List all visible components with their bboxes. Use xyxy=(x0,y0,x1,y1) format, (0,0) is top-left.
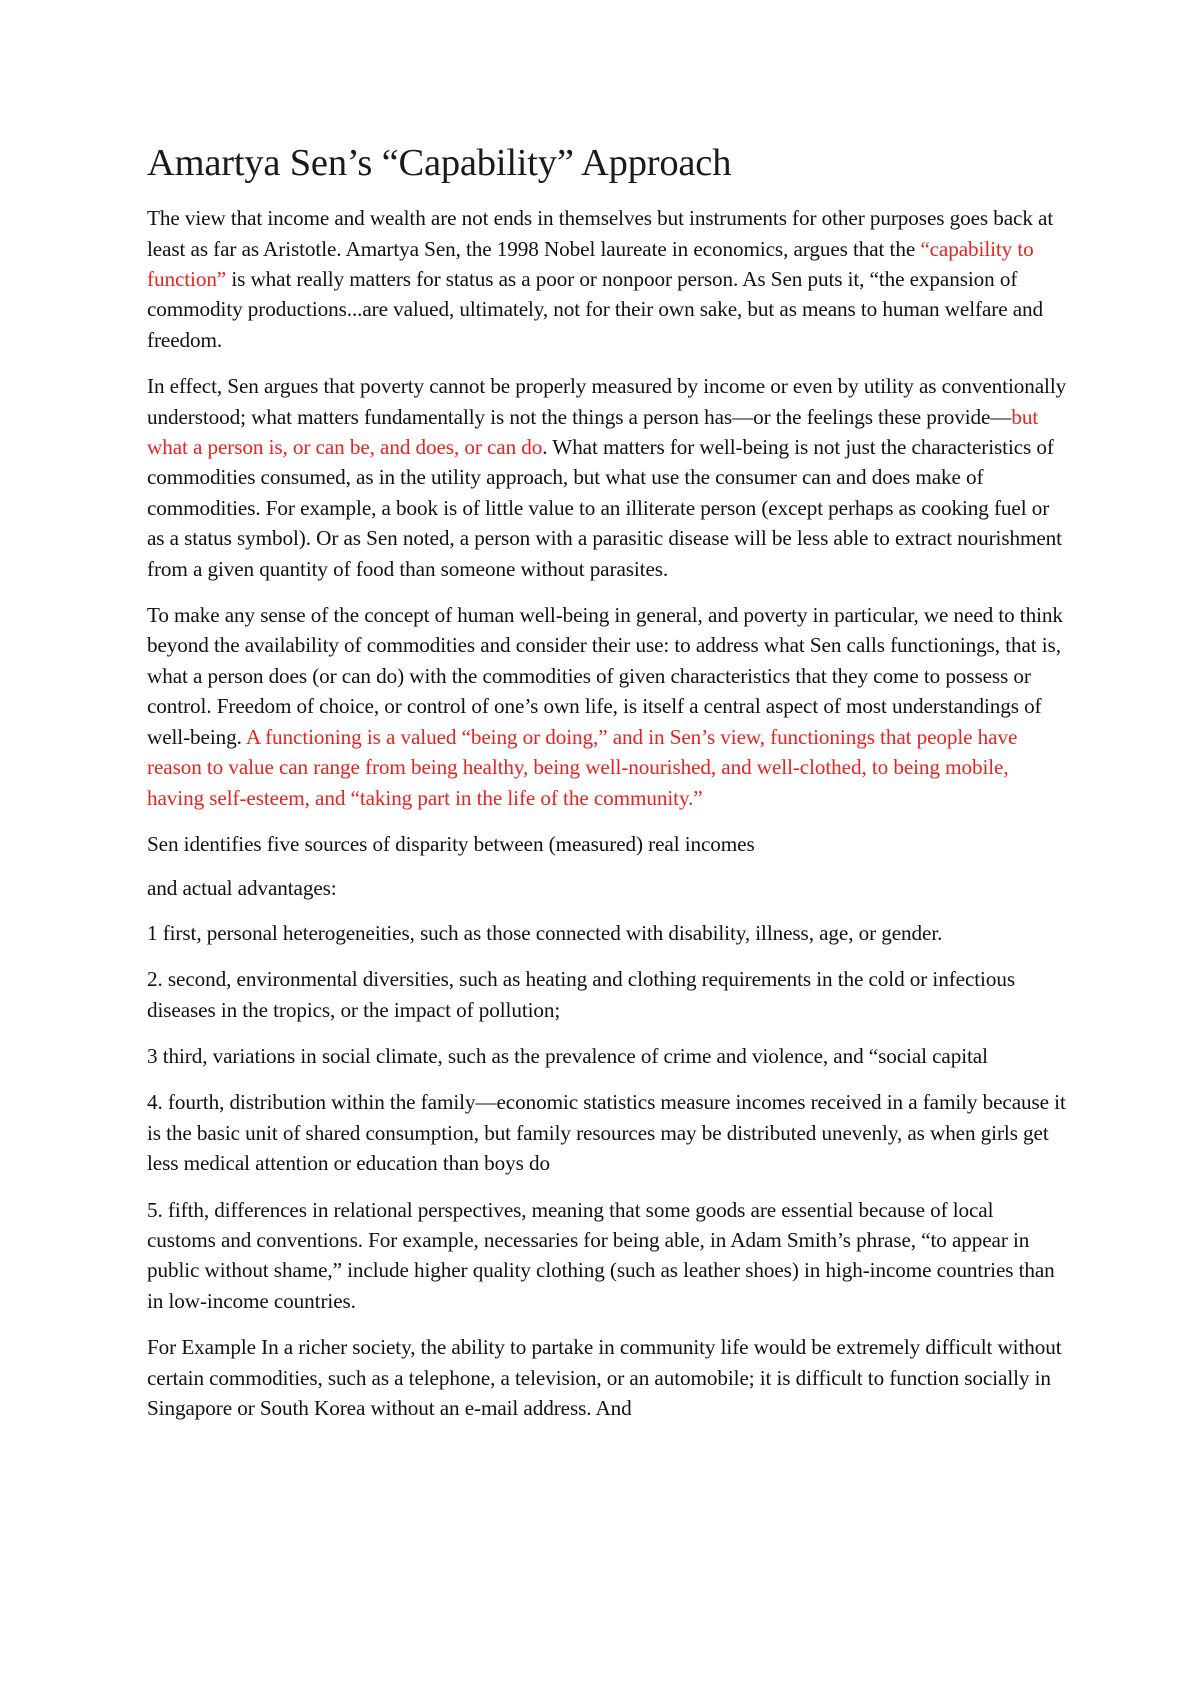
highlight-what-a-person-is: but what a person is, or can be, and does, or can do xyxy=(147,404,1039,460)
paragraph-five-sources: Sen identifies five sources of disparity between (measured) real incomes xyxy=(147,831,755,856)
list-item-4: 4. fourth, distribution within the family—economic statistics measure incomes received in a family because it is the basic unit of shared consumption, but family resources may be distributed unevenly, as when girls get less medical attention or education than boys do xyxy=(147,1090,1066,1176)
highlight-capability-to-function: “capability to function” xyxy=(147,236,1034,291)
paragraph-intro-text-a: The view that income and wealth are not ends in themselves but instruments for other purposes goes back at least as far as Aristotle. Amartya Sen, the 1998 Nobel laureate in economics, argues that the xyxy=(147,206,1054,261)
list-item-2: 2. second, environmental diversities, such as heating and clothing requirements in the cold or infectious diseases in the tropics, or the impact of pollution; xyxy=(147,967,1015,1022)
paragraph-for-example: For Example In a richer society, the ability to partake in community life would be extremely difficult without certain commodities, such as a telephone, a television, or an automobile; it is difficult to function socially in Singapore or South Korea without an e-mail address. And xyxy=(147,1335,1062,1420)
paragraph-functionings xyxy=(147,600,1067,813)
document-title: Amartya Sen’s “Capability” Approach xyxy=(147,142,732,184)
paragraph-effect-text-a: In effect, Sen argues that poverty cannot be properly measured by income or even by utility as conventionally understood; what matters fundamentally is not the things a person has—or the feelings these provide— xyxy=(147,374,1067,429)
paragraph-actual-advantages: and actual advantages: xyxy=(147,876,337,901)
paragraph-intro xyxy=(147,203,1067,355)
paragraph-intro-text-b: is what really matters for status as a poor or nonpoor person. As Sen puts it, “the expansion of commodity productions...are valued, ultimately, not for their own sake, but as means to human welfare and freedom. xyxy=(147,267,1044,352)
highlight-functioning-definition: A functioning is a valued “being or doing,” and in Sen’s view, functionings that people have reason to value can range from being healthy, being well-nourished, and well-clothed, to being mobile, having self-esteem, and “taking part in the life of the community.” xyxy=(147,724,1018,810)
list-item-3: 3 third, variations in social climate, such as the prevalence of crime and violence, and “social capital xyxy=(147,1043,988,1068)
document-page xyxy=(147,140,1067,1439)
paragraph-effect-text-b: . What matters for well-being is not just the characteristics of commodities consumed, as in the utility approach, but what use the consumer can and does make of commodities. For example, a book is of little value to an illiterate person (except perhaps as cooking fuel or as a status symbol). Or as Sen noted, a person with a parasitic disease will be less able to extract nourishment from a given quantity of food than someone without parasites. xyxy=(147,435,1062,581)
paragraph-functionings-text-a: To make any sense of the concept of human well-being in general, and poverty in particular, we need to think beyond the availability of commodities and consider their use: to address what Sen calls functionings, that is, what a person does (or can do) with the commodities of given characteristics that they come to possess or control. Freedom of choice, or control of one’s own life, is itself a central aspect of most understandings of well-being. xyxy=(147,603,1063,749)
paragraph-effect xyxy=(147,371,1067,584)
list-item-1: 1 first, personal heterogeneities, such as those connected with disability, illness, age, or gender. xyxy=(147,920,943,945)
list-item-5: 5. fifth, differences in relational perspectives, meaning that some goods are essential because of local customs and conventions. For example, necessaries for being able, in Adam Smith’s phrase, “to appear in public without shame,” include higher quality clothing (such as leather shoes) in high-income countries than in low-income countries. xyxy=(147,1197,1055,1313)
